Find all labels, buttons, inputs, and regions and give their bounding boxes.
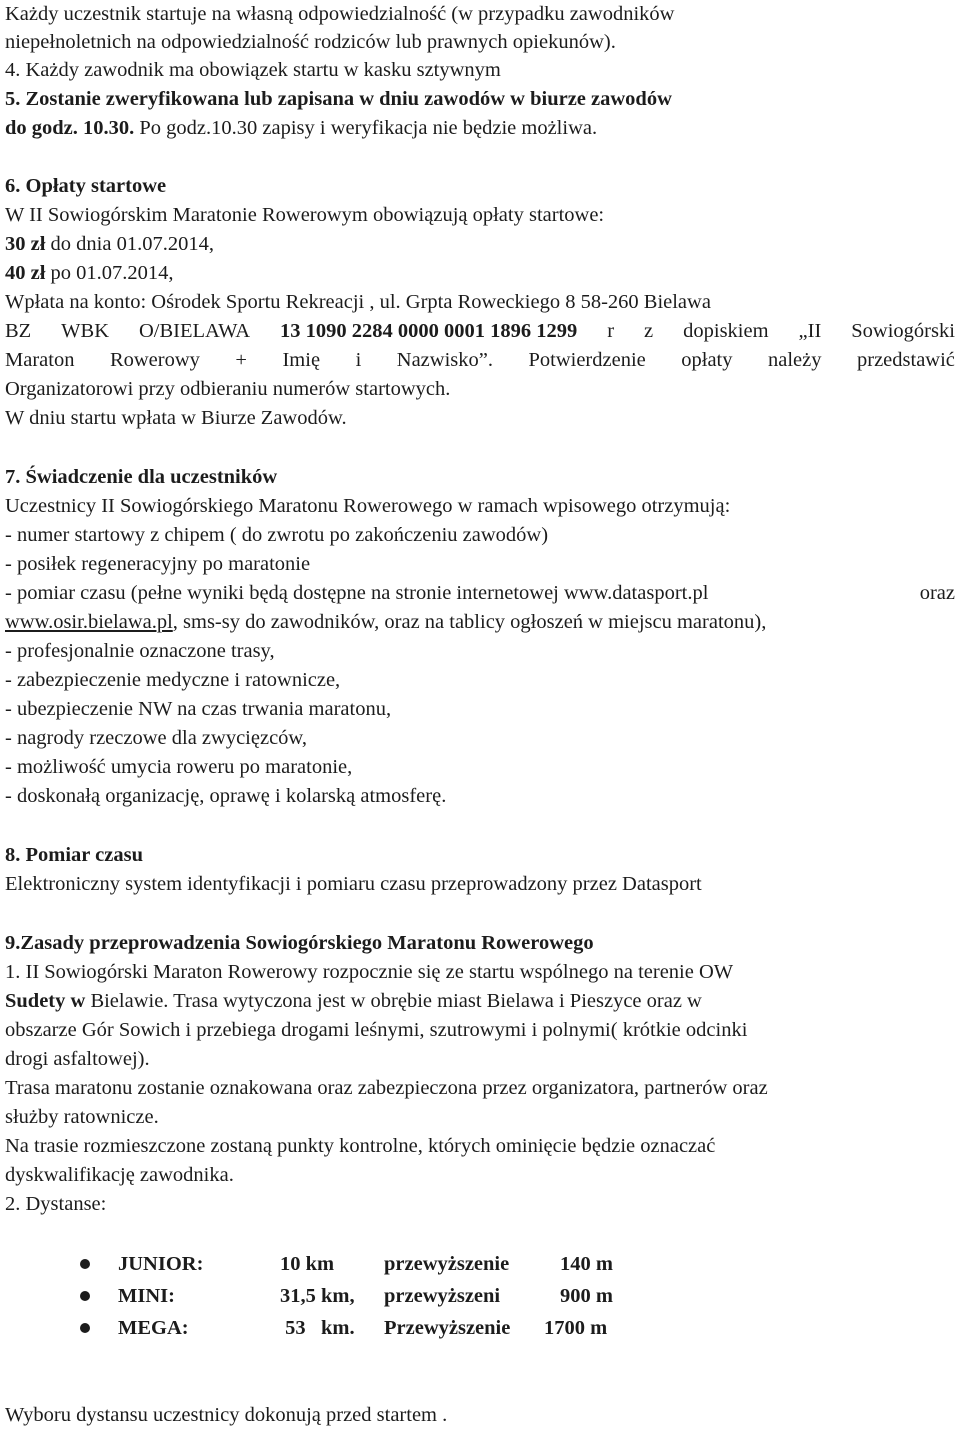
benefit-item: - doskonałą organizację, oprawę i kolarską atmosferę.: [5, 785, 447, 807]
distance-name: JUNIOR:: [118, 1253, 204, 1275]
section-6-line: W dniu startu wpłata w Biurze Zawodów.: [5, 407, 347, 429]
section-9-line: służby ratownicze.: [5, 1106, 159, 1128]
benefit-item: - numer startowy z chipem ( do zwrotu po zakończeniu zawodów): [5, 524, 549, 546]
deadline-bold: do godz. 10.30.: [5, 117, 135, 139]
note-word: +: [235, 349, 247, 371]
payment-recipient: Wpłata na konto: Ośrodek Sportu Rekreacji , ul.: [5, 291, 401, 313]
footer-note: Wyboru dystansu uczestnicy dokonują przed startem .: [5, 1404, 448, 1426]
note-word: Potwierdzenie: [528, 349, 646, 371]
benefit-item: - nagrody rzeczowe dla zwycięzców,: [5, 727, 308, 749]
fee-1-date: do dnia 01.07.2014,: [45, 233, 214, 255]
distance-name: MINI:: [118, 1285, 175, 1307]
timing-text-end: oraz: [919, 582, 955, 604]
fee-1-amount: 30 zł: [5, 233, 46, 255]
note-word: opłaty: [681, 349, 733, 371]
intro-line: niepełnoletnich na odpowiedzialność rodziców lub prawnych opiekunów).: [5, 31, 616, 53]
payment-address: Grpta Roweckiego 8 58-260 Bielawa: [400, 291, 711, 313]
note-word: Rowerowy: [109, 349, 200, 371]
fee-2-date: po 01.07.2014,: [45, 262, 174, 284]
section-9-line: 1. II Sowiogórski Maraton Rowerowy rozpocznie się ze startu wspólnego na terenie OW: [5, 961, 734, 983]
section-9-line: obszarze Gór Sowich i przebiega drogami leśnymi, szutrowymi i polnymi( krótkie odcinki: [5, 1019, 748, 1041]
venue-rest: Bielawie. Trasa wytyczona jest w obrębie miast Bielawa i Pieszyce oraz w: [85, 990, 702, 1012]
distance-elevation: 1700 m: [544, 1317, 608, 1339]
deadline-note: Po godz.10.30 zapisy i weryfikacja nie będzie możliwa.: [134, 117, 598, 139]
bank-word: dopiskiem: [683, 320, 769, 342]
timing-text: - pomiar czasu (pełne wyniki będą dostępne na stronie internetowej www.datasport.pl: [5, 582, 709, 604]
section-9-line: Trasa maratonu zostanie oznakowana oraz zabezpieczona przez organizatora, partnerów oraz: [5, 1077, 768, 1099]
bank-word: O/BIELAWA: [138, 320, 251, 342]
distance-length: 10 km: [280, 1253, 335, 1275]
section-9-line: Na trasie rozmieszczone zostaną punkty kontrolne, których ominięcie będzie oznaczać: [5, 1135, 716, 1157]
bank-word: Sowiogórski: [851, 320, 955, 342]
account-number: 13 1090 2284 0000 0001 1896 1299: [280, 320, 578, 342]
bank-word: BZ: [5, 320, 32, 342]
intro-line: Każdy uczestnik startuje na własną odpowiedzialność (w przypadku zawodników: [5, 3, 675, 25]
bullet-icon: [80, 1291, 90, 1301]
bullet-icon: [80, 1323, 90, 1333]
section-8-heading: 8. Pomiar czasu: [5, 844, 143, 866]
benefit-item: - ubezpieczenie NW na czas trwania maratonu,: [5, 698, 392, 720]
rule-5: 5. Zostanie zweryfikowana lub zapisana w dniu zawodów w biurze zawodów: [5, 88, 672, 110]
distance-name: MEGA:: [118, 1317, 189, 1339]
benefit-item: [5, 579, 955, 607]
section-9-line: drogi asfaltowej).: [5, 1048, 150, 1070]
bank-word: „II: [798, 320, 822, 342]
fee-2-amount: 40 zł: [5, 262, 46, 284]
distance-length: 31,5 km,: [280, 1285, 355, 1307]
distance-elevation-label: przewyższeni: [384, 1285, 501, 1307]
section-6-line: Organizatorowi przy odbieraniu numerów startowych.: [5, 378, 451, 400]
bank-account-line: [5, 317, 955, 345]
bank-word: r: [607, 320, 615, 342]
section-6-line: W II Sowiogórskim Maratonie Rowerowym obowiązują opłaty startowe:: [5, 204, 605, 226]
section-9-heading: 9.Zasady przeprowadzenia Sowiogórskiego Maratonu Rowerowego: [5, 932, 594, 954]
note-word: Maraton: [5, 349, 75, 371]
distance-elevation-label: Przewyższenie: [384, 1317, 511, 1339]
section-8-line: Elektroniczny system identyfikacji i pomiaru czasu przeprowadzony przez Datasport: [5, 873, 702, 895]
benefit-item: - możliwość umycia roweru po maratonie,: [5, 756, 353, 778]
payment-line: [5, 288, 711, 316]
benefit-text: , sms-sy do zawodników, oraz na tablicy ogłoszeń w miejscu maratonu),: [172, 611, 767, 633]
benefit-item-cont: [5, 608, 766, 636]
rule-4: 4. Każdy zawodnik ma obowiązek startu w kasku sztywnym: [5, 59, 501, 81]
benefit-item: - zabezpieczenie medyczne i ratownicze,: [5, 669, 341, 691]
section-7-line: Uczestnicy II Sowiogórskiego Maratonu Rowerowego w ramach wpisowego otrzymują:: [5, 495, 731, 517]
note-word: Nazwisko”.: [396, 349, 493, 371]
fee-2: [5, 259, 174, 287]
section-7-heading: 7. Świadczenie dla uczestników: [5, 466, 278, 488]
venue-bold: Sudety w: [5, 990, 86, 1012]
note-word: Imię: [282, 349, 321, 371]
distance-length: 53 km.: [280, 1317, 355, 1339]
fee-1: [5, 230, 214, 258]
section-9-line: dyskwalifikację zawodnika.: [5, 1164, 234, 1186]
rule-5-cont: [5, 114, 597, 142]
note-word: przedstawić: [857, 349, 955, 371]
osir-link[interactable]: www.osir.bielawa.pl: [5, 611, 173, 633]
distances-label: 2. Dystanse:: [5, 1193, 107, 1215]
bank-word: z: [644, 320, 654, 342]
distance-elevation-label: przewyższenie: [384, 1253, 510, 1275]
bullet-icon: [80, 1259, 90, 1269]
note-word: i: [355, 349, 362, 371]
note-word: należy: [768, 349, 822, 371]
section-6-heading: 6. Opłaty startowe: [5, 175, 167, 197]
bank-word: WBK: [61, 320, 109, 342]
benefit-item: - profesjonalnie oznaczone trasy,: [5, 640, 275, 662]
section-9-line: [5, 987, 702, 1015]
distance-elevation: 900 m: [560, 1285, 613, 1307]
benefit-item: - posiłek regeneracyjny po maratonie: [5, 553, 311, 575]
distance-elevation: 140 m: [560, 1253, 613, 1275]
transfer-note-line: [5, 346, 955, 374]
